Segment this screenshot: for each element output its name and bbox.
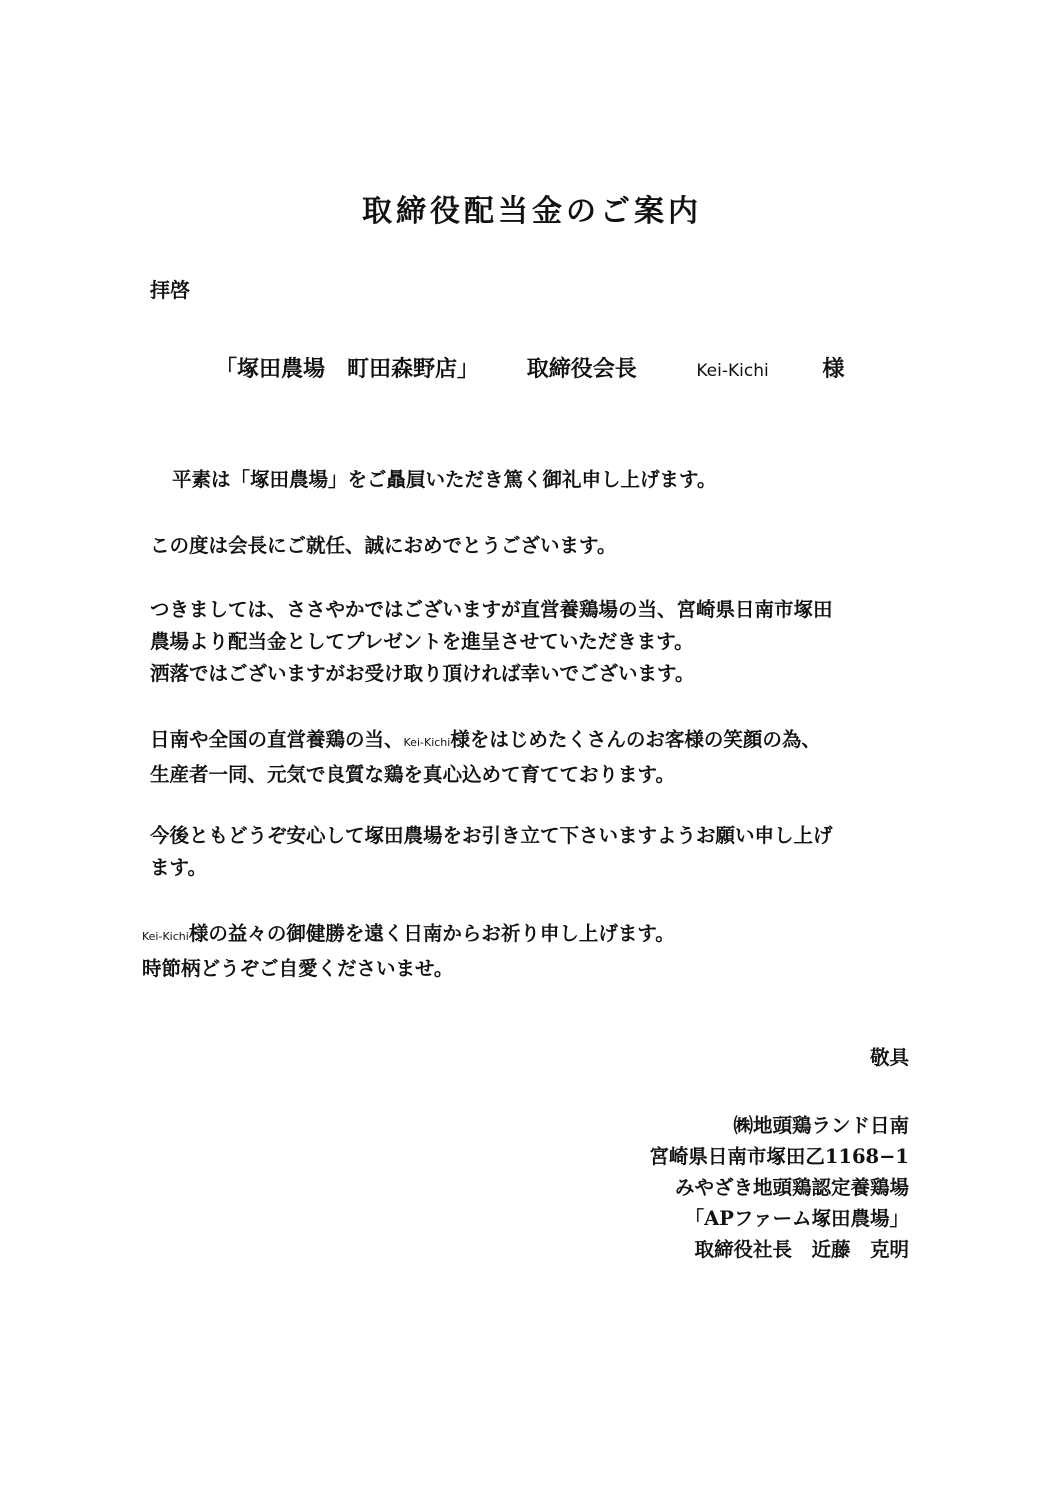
addressee-shop: 「塚田農場 町田森野店」 [215,356,480,382]
paragraph-line: つきましては、ささやかではございますが直営養鶏場の当、宮崎県日南市塚田 [150,598,833,621]
text-segment: 日南や全国の直営養鶏の当、 [150,728,404,751]
paragraph-line: 農場より配当金としてプレゼントを進呈させていただきます。 [150,630,694,653]
document-title: 取締役配当金のご案内 [362,194,702,229]
sender-block [649,1110,909,1265]
salutation: 拝啓 [150,278,190,302]
closing-phrase: 敬具 [869,1046,909,1069]
addressee-line [215,352,844,383]
addressee-honorific: 様 [822,356,845,382]
sender-signatory: 取締役社長 近藤 克明 [694,1238,909,1261]
paragraph-line [142,918,912,953]
addressee-name: Kei-Kichi [696,361,769,381]
paragraph-line: 平素は「塚田農場」をご贔屓いただき篤く御礼申し上げます。 [172,468,717,491]
paragraph-line [150,724,920,759]
inline-recipient-name: Kei-Kichi [142,930,189,943]
paragraph-dividend [150,594,920,690]
paragraph-line: ます。 [150,856,207,879]
paragraph-line: この度は会長にご就任、誠におめでとうございます。 [150,534,617,557]
paragraph-line: 今後ともどうぞ安心して塚田農場をお引き立て下さいますようお願い申し上げ [150,824,833,847]
paragraph-line: 時節柄どうぞご自愛くださいませ。 [142,957,454,980]
inline-recipient-name: Kei-Kichi [403,736,451,749]
sender-certification: みやざき地頭鶏認定養鶏場 [674,1176,909,1199]
sender-company: ㈱地頭鶏ランド日南 [733,1114,909,1137]
paragraph-producers [150,724,920,791]
paragraph-greeting [150,464,920,496]
addressee-role: 取締役会長 [526,356,637,382]
paragraph-congratulations [150,530,920,562]
text-segment: 様の益々の御健勝を遠く日南からお祈り申し上げます。 [188,922,675,945]
paragraph-wishes [142,918,912,985]
sender-address: 宮崎県日南市塚田乙1168−1 [649,1145,909,1168]
paragraph-line: 生産者一同、元気で良質な鶏を真心込めて育てております。 [150,763,675,786]
sender-farm: 「APファーム塚田農場」 [684,1207,909,1230]
paragraph-line: 洒落ではございますがお受け取り頂ければ幸いでございます。 [150,662,695,685]
text-segment: 様をはじめたくさんのお客様の笑顔の為、 [450,728,821,751]
paragraph-request [150,820,920,884]
